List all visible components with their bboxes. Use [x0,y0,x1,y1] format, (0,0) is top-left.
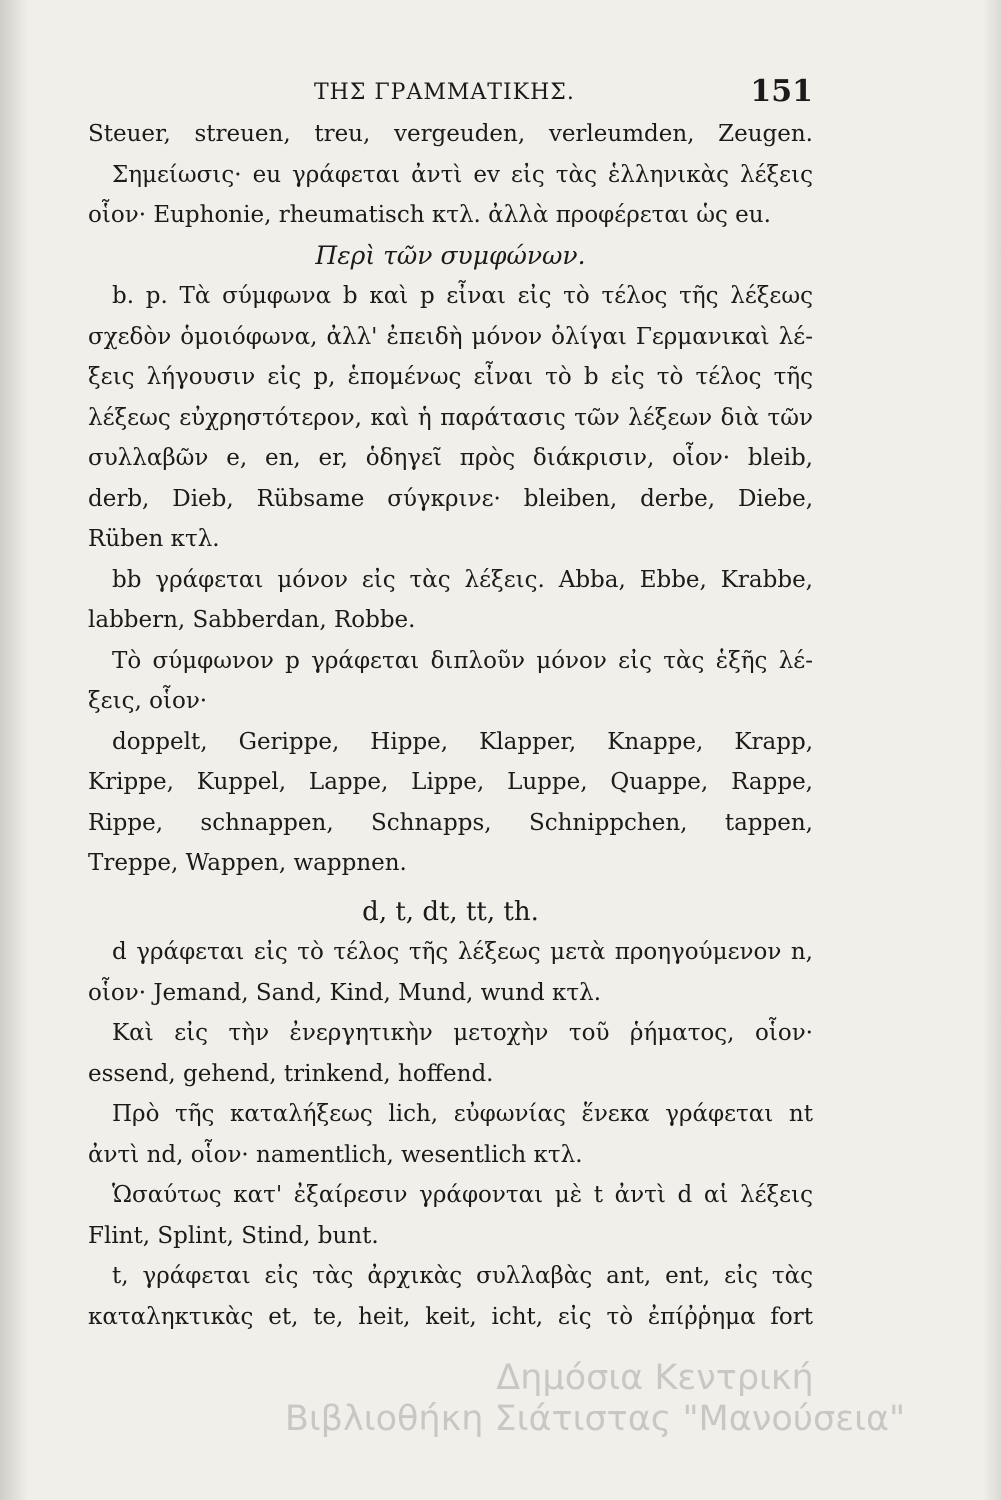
section-heading: Περὶ τῶν συμφώνων. [315,240,586,270]
page-gutter-shadow [0,0,28,1500]
text-line: Ὡσαύτως κατ' ἐξαίρεσιν γράφονται μὲ t ἀντὶ d αἱ λέξεις [112,1182,813,1208]
book-page [88,70,813,1390]
text-line: οἷον· Jemand, Sand, Kind, Mund, wund κτλ. [88,979,602,1006]
text-line: derb, Dieb, Rübsame σύγκρινε· bleiben, derbe, Diebe, [88,485,813,512]
text-line: b. p. Τὰ σύμφωνα b καὶ p εἶναι εἰς τὸ τέλος τῆς λέξεως [112,283,813,309]
text-line: Flint, Splint, Stind, bunt. [88,1222,379,1249]
text-line: d γράφεται εἰς τὸ τέλος τῆς λέξεως μετὰ προηγούμενον n, [112,939,813,965]
text-line: καταληκτικὰς et, te, heit, keit, icht, εἰς τὸ ἐπίῤῥημα fort [88,1303,813,1330]
text-line: ξεις λήγουσιν εἰς p, ἑπομένως εἶναι τὸ b εἰς τὸ τέλος τῆς [88,364,813,390]
text-line: Steuer, streuen, treu, vergeuden, verleumden, Zeugen. [88,121,813,147]
page-header [88,70,813,114]
text-line: σχεδὸν ὁμοιόφωνα, ἀλλ' ἐπειδὴ μόνον ὀλίγαι Γερμανικαὶ λέ- [88,323,813,350]
text-line: essend, gehend, trinkend, hoffend. [88,1060,494,1087]
text-line: Τὸ σύμφωνον p γράφεται διπλοῦν μόνον εἰς τὰς ἑξῆς λέ- [112,647,813,674]
text-line: labbern, Sabberdan, Robbe. [88,607,416,633]
library-watermark: Δημόσια Κεντρική [496,1358,814,1398]
text-line: ξεις, οἷον· [88,688,208,714]
running-head: ΤΗΣ ΓΡΑΜΜΑΤΙΚΗΣ. [314,80,575,105]
text-line: ἀντὶ nd, οἷον· namentlich, wesentlich κτλ. [88,1141,583,1168]
text-line: Σημείωσις· eu γράφεται ἀντὶ ev εἰς τὰς ἑλληνικὰς λέξεις [112,161,813,188]
page-edge-shadow [983,0,1001,1500]
text-line: Rippe, schnappen, Schnapps, Schnippchen, tappen, [88,809,813,836]
text-line: Treppe, Wappen, wappnen. [88,850,407,876]
text-line: λέξεως εὐχρηστότερον, καὶ ἡ παράτασις τῶν λέξεων διὰ τῶν [88,404,813,431]
text-line: Πρὸ τῆς καταλήξεως lich, εὐφωνίας ἕνεκα γράφεται nt [112,1101,813,1127]
text-line: doppelt, Gerippe, Hippe, Klapper, Knappe, Krapp, [112,728,813,755]
text-line: t, γράφεται εἰς τὰς ἀρχικὰς συλλαβὰς ant, ent, εἰς τὰς [112,1263,813,1289]
text-line: Krippe, Kuppel, Lappe, Lippe, Luppe, Quappe, Rappe, [88,769,813,795]
library-watermark: Βιβλιοθήκη Σιάτιστας "Μανούσεια" [284,1399,906,1439]
page-number: 151 [750,74,813,109]
section-heading: d, t, dt, tt, th. [362,896,539,927]
text-line: Καὶ εἰς τὴν ἐνεργητικὴν μετοχὴν τοῦ ῥήματος, οἷον· [112,1020,813,1046]
text-line: συλλαβῶν e, en, er, ὁδηγεῖ πρὸς διάκρισιν, οἷον· bleib, [88,445,813,471]
text-line: Rüben κτλ. [88,526,220,552]
text-line: bb γράφεται μόνον εἰς τὰς λέξεις. Abba, Ebbe, Krabbe, [112,566,813,593]
text-line: οἷον· Euphonie, rheumatisch κτλ. ἀλλὰ προφέρεται ὡς eu. [88,202,771,228]
